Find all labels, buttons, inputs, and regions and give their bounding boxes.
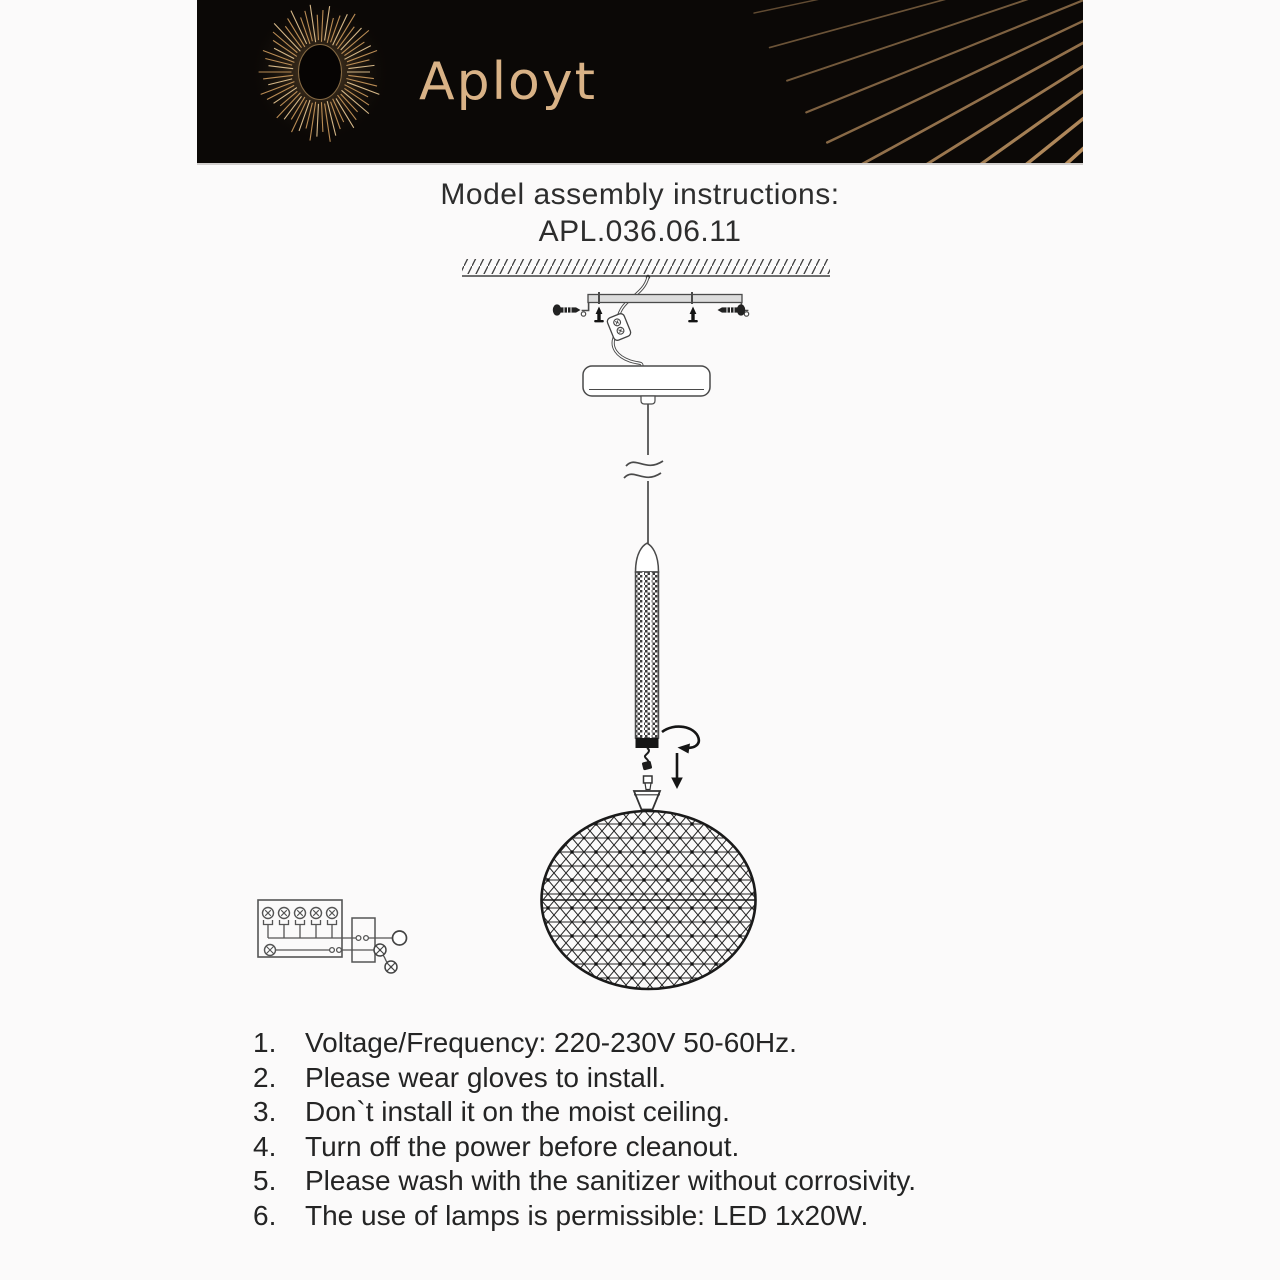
terminal-screw — [311, 908, 322, 939]
rotate-arrow-icon — [662, 727, 699, 754]
item-number: 5. — [253, 1165, 277, 1196]
lamp-holder — [634, 791, 660, 810]
down-arrow-icon — [671, 753, 683, 789]
list-item — [253, 1026, 1083, 1061]
list-item — [253, 1130, 1083, 1165]
item-text: The use of lamps is permissible: LED 1x20W. — [305, 1199, 869, 1231]
page-title: Model assembly instructions: — [440, 178, 840, 211]
fan-rays-icon — [754, 0, 1083, 163]
crystal-tube — [636, 543, 659, 748]
instructions-list — [253, 1026, 1083, 1233]
list-item — [253, 1199, 1083, 1234]
sunburst-core — [299, 45, 341, 99]
item-number: 1. — [253, 1027, 277, 1058]
header-banner — [197, 0, 1083, 163]
item-text: Don`t install it on the moist ceiling. — [305, 1096, 730, 1127]
bottom-ground-screw — [265, 945, 276, 956]
assembly-diagram — [440, 250, 870, 995]
tube-end-cap — [636, 738, 659, 748]
terminal-connector — [606, 313, 632, 342]
item-text: Please wear gloves to install. — [305, 1061, 667, 1093]
wire-connector — [642, 748, 653, 790]
item-number: 6. — [253, 1199, 277, 1231]
item-number: 4. — [253, 1130, 277, 1162]
list-item — [253, 1095, 1083, 1130]
ceiling-hatch — [462, 259, 830, 279]
model-number: APL.036.06.11 — [538, 215, 742, 248]
lamp-symbol — [393, 931, 407, 945]
terminal-screw — [279, 908, 290, 939]
title-block — [0, 176, 1280, 250]
list-item — [253, 1061, 1083, 1096]
item-number: 3. — [253, 1096, 277, 1127]
suspension-cable — [624, 404, 663, 544]
item-text: Please wash with the sanitizer without corrosivity. — [305, 1165, 917, 1196]
cable-break — [626, 461, 663, 466]
banner-decor-canvas — [197, 0, 1083, 163]
terminal-screw — [327, 908, 338, 939]
item-text: Voltage/Frequency: 220-230V 50-60Hz. — [305, 1027, 797, 1058]
crystal-sphere-shade — [538, 808, 760, 993]
item-number: 2. — [253, 1061, 277, 1093]
list-item — [253, 1164, 1083, 1199]
wiring-diagram — [250, 890, 415, 985]
wiring-terminal-block — [258, 900, 392, 962]
item-text: Turn off the power before cleanout. — [305, 1130, 740, 1162]
terminal-screw — [295, 908, 306, 939]
brand-name: Aployt — [419, 51, 598, 112]
terminal-screw — [263, 908, 274, 939]
canopy — [583, 366, 710, 404]
